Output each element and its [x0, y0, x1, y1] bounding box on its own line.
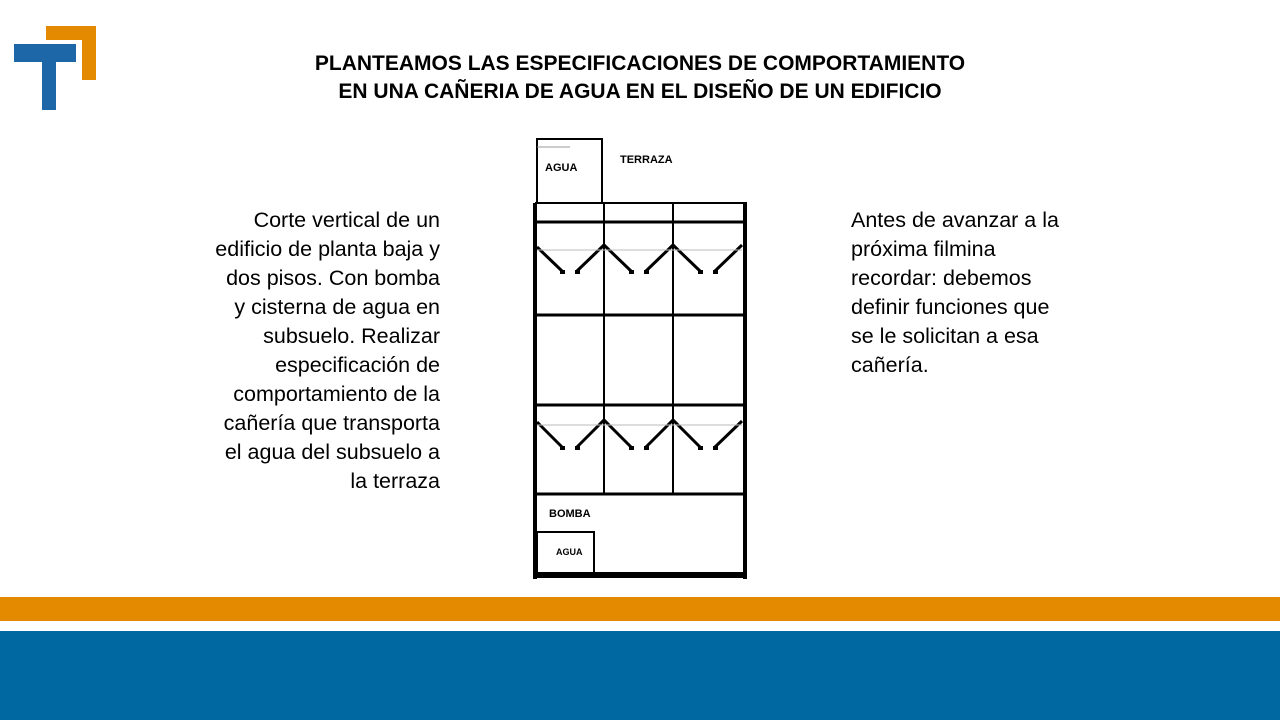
right-line: definir funciones que: [851, 295, 1050, 319]
title-line-2: EN UNA CAÑERIA DE AGUA EN EL DISEÑO DE UN EDIFICIO: [338, 80, 942, 103]
upper-pipes: [537, 245, 742, 271]
left-line: Corte vertical de un: [253, 208, 440, 232]
left-line: comportamiento de la: [233, 382, 440, 406]
terrace-label: TERRAZA: [620, 154, 673, 166]
title-line-1: PLANTEAMOS LAS ESPECIFICACIONES DE COMPORTAMIENTO: [314, 52, 966, 75]
blue-band: [0, 631, 1280, 720]
left-line: cañería que transporta: [223, 411, 440, 435]
right-line: próxima filmina: [851, 237, 996, 261]
left-line: dos pisos. Con bomba: [226, 266, 440, 290]
orange-band: [0, 597, 1280, 621]
left-line: especificación de: [275, 353, 440, 377]
lower-pipes: [537, 420, 742, 447]
left-line: y cisterna de agua en: [234, 295, 440, 319]
right-note: [851, 206, 1101, 380]
left-line: el agua del subsuelo a: [224, 440, 440, 464]
pump-label: BOMBA: [549, 508, 591, 520]
right-line: se le solicitan a esa: [851, 324, 1039, 348]
building-section-diagram: [520, 125, 760, 585]
cistern-label: AGUA: [556, 547, 583, 557]
left-description: [170, 206, 440, 496]
left-line: subsuelo. Realizar: [263, 324, 440, 348]
right-line: recordar: debemos: [851, 266, 1032, 290]
right-line: cañería.: [851, 353, 929, 377]
logo-icon: [14, 26, 96, 110]
left-line: edificio de planta baja y: [215, 237, 440, 261]
left-line: la terraza: [350, 469, 440, 493]
slide-title: [190, 50, 1090, 106]
right-line: Antes de avanzar a la: [851, 208, 1059, 232]
roof-tank-label: AGUA: [545, 162, 578, 174]
